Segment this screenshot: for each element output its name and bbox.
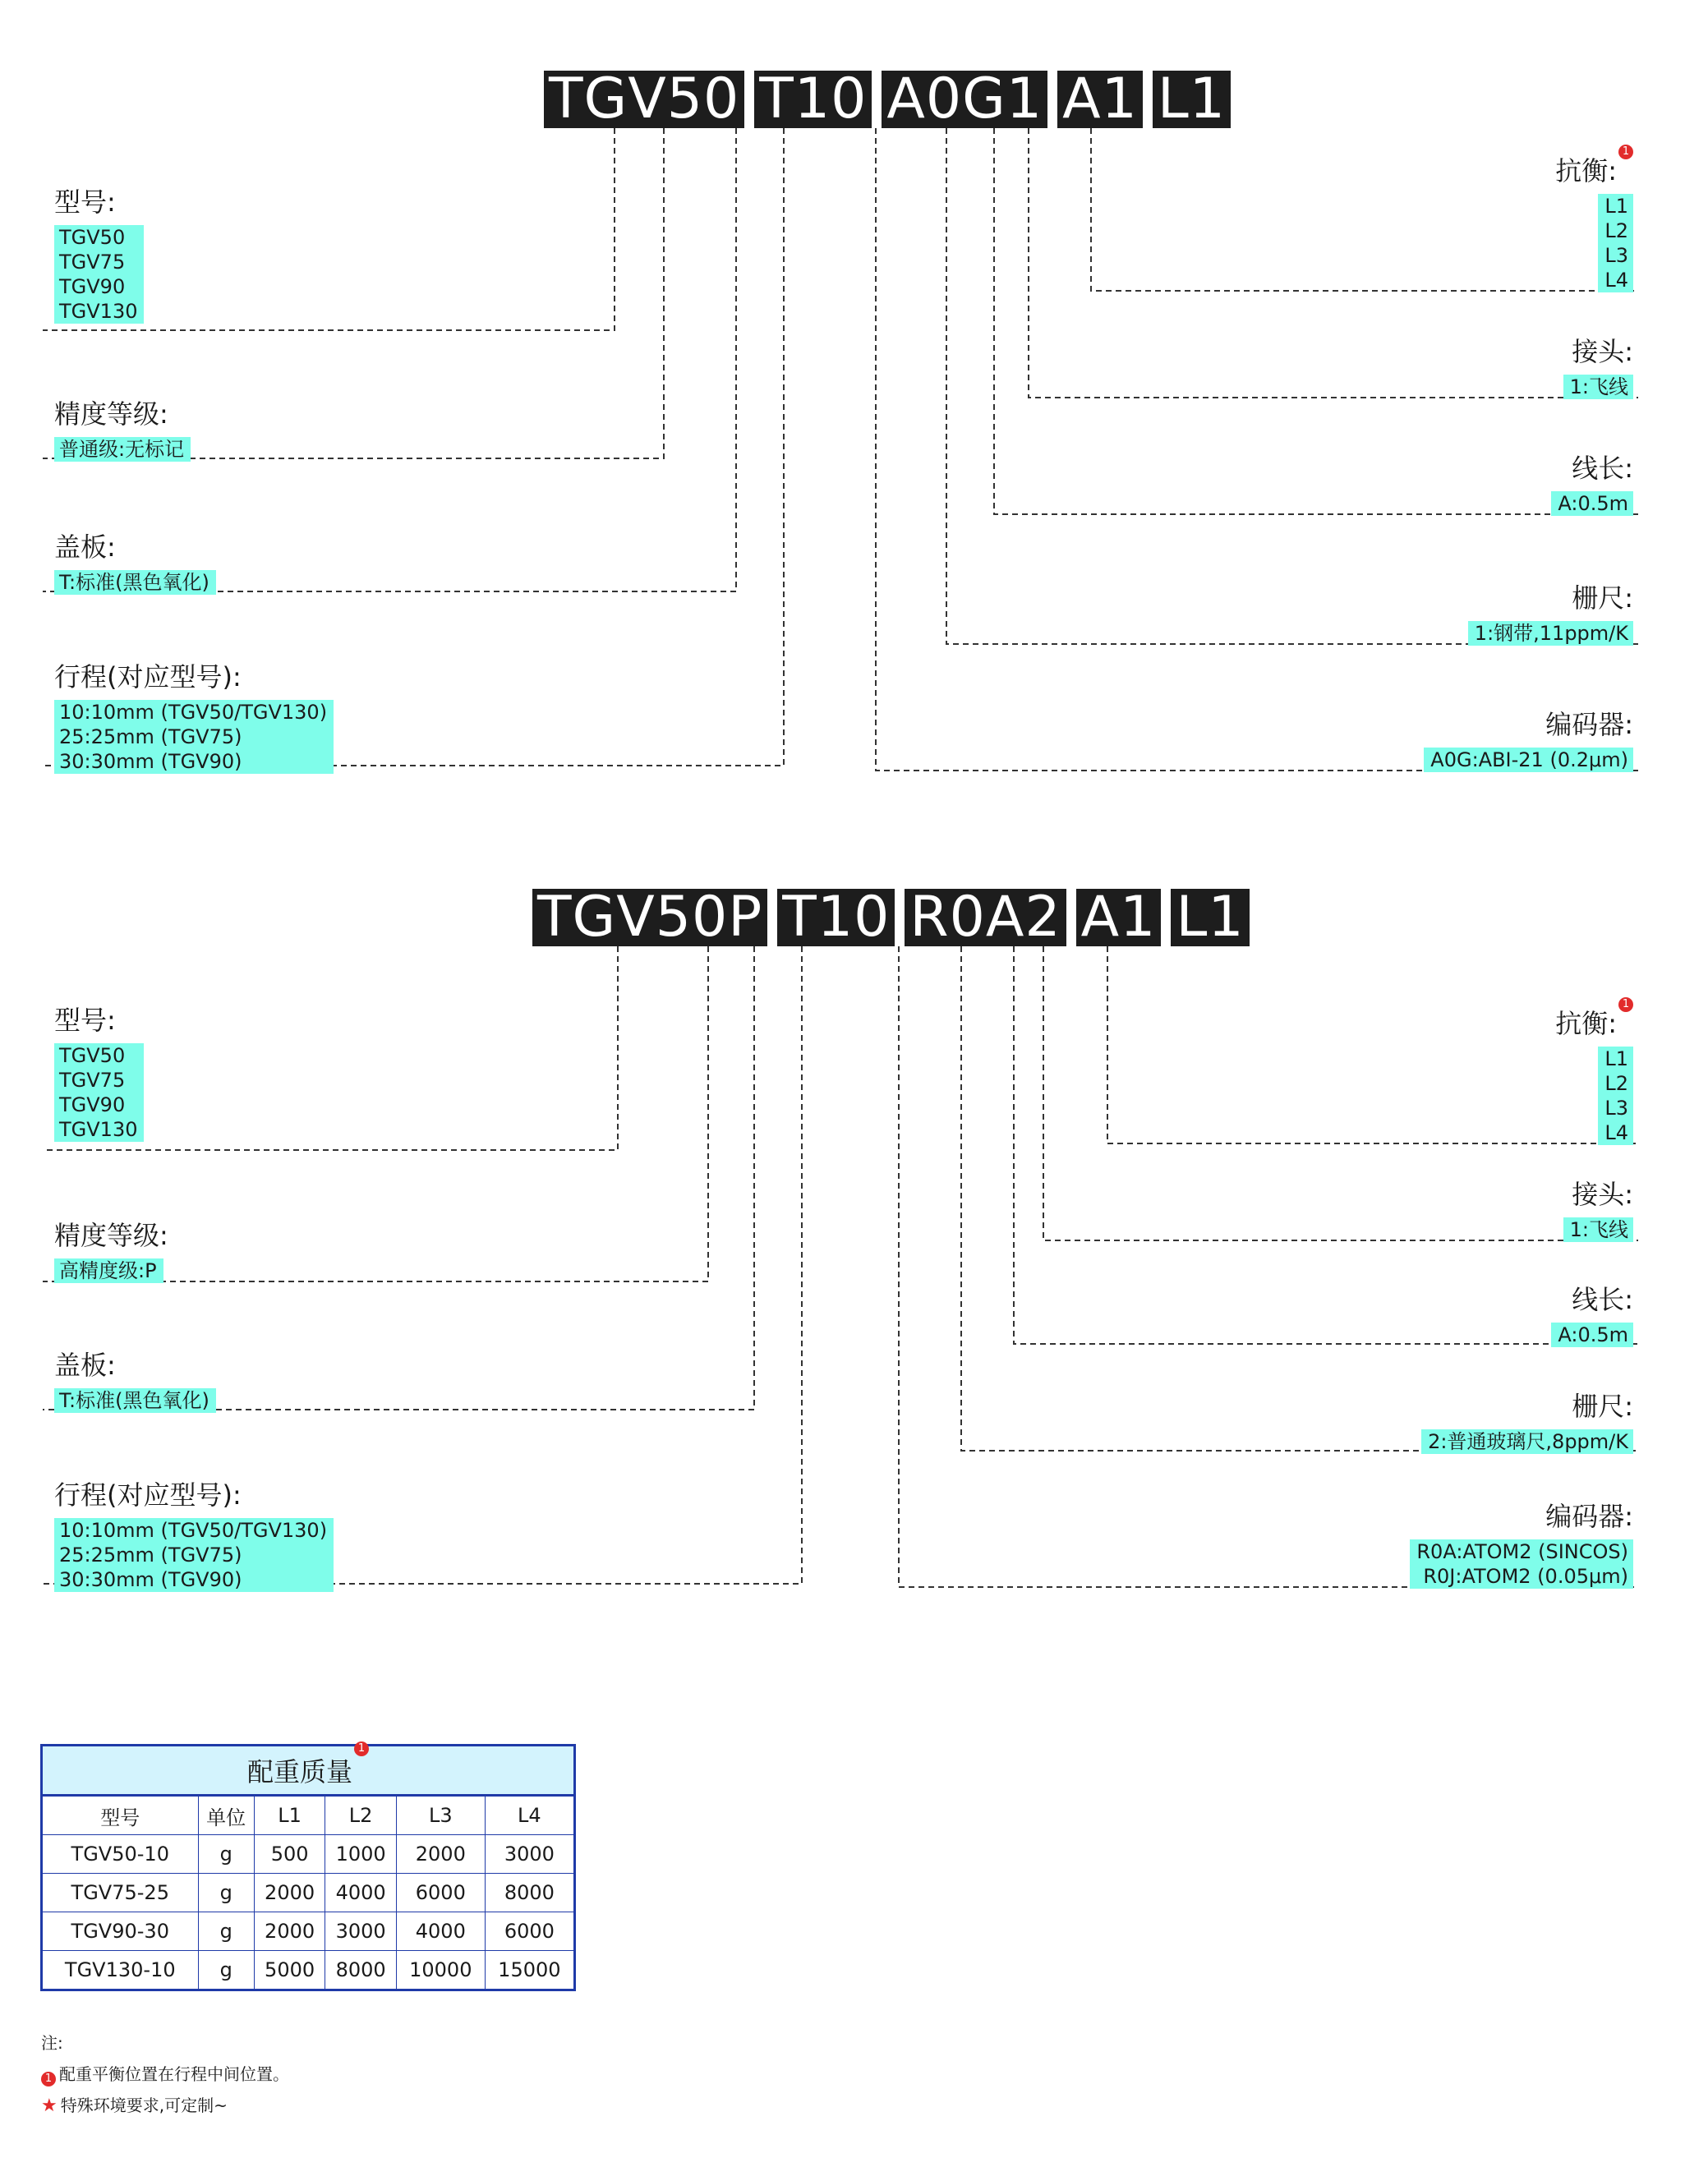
code2-segment-model: TGV50P: [532, 889, 767, 946]
d2-stroke-options: [54, 1518, 334, 1592]
d2-cable-length-options: [1551, 1323, 1633, 1347]
table-cell: 5000: [254, 1951, 325, 1990]
code2-segment-encoder-scale: R0A2: [905, 889, 1066, 946]
d1-encoder-options: [1424, 748, 1633, 772]
d2-cable-length-block: [1551, 1283, 1633, 1347]
d2-counterbalance-options: [1598, 1047, 1633, 1145]
d1-counterbalance-option: L3: [1604, 244, 1628, 267]
d1-counterbalance-title: 抗衡:: [1555, 155, 1617, 186]
d2-model-option: TGV130: [59, 1118, 138, 1141]
d1-precision-block: [54, 398, 191, 462]
table-cell: TGV50-10: [42, 1835, 199, 1874]
table-cell: g: [198, 1912, 254, 1951]
d2-counterbalance-option: L1: [1604, 1047, 1628, 1070]
d1-precision-options: [54, 437, 191, 462]
table-header-cell: L2: [325, 1796, 397, 1835]
d2-encoder-option: R0J:ATOM2 (0.05μm): [1423, 1565, 1628, 1588]
table-cell: g: [198, 1835, 254, 1874]
code1-segment-model: TGV50: [544, 71, 744, 128]
d1-model-option: TGV50: [59, 226, 126, 249]
d1-connector-title: 接头:: [1572, 336, 1633, 367]
d1-scale-option: 1:钢带,11ppm/K: [1474, 622, 1628, 645]
d1-scale-block: [1468, 582, 1633, 646]
d2-model-option: TGV90: [59, 1093, 126, 1116]
code2-segment-cover-stroke: T10: [777, 889, 895, 946]
notes-heading: 注:: [41, 2033, 63, 2053]
d1-model-block: [54, 186, 144, 324]
d1-stroke-option: 25:25mm (TGV75): [59, 725, 242, 748]
table-cell: 2000: [396, 1835, 485, 1874]
d1-model-option: TGV130: [59, 300, 138, 323]
code1-segment-counterbalance: L1: [1153, 71, 1231, 128]
d2-model-title: 型号:: [54, 1005, 116, 1036]
d1-model-title: 型号:: [54, 186, 116, 218]
d2-precision-block: [54, 1219, 168, 1283]
d2-cover-options: [54, 1388, 216, 1413]
d1-counterbalance-options: [1598, 194, 1633, 292]
table-cell: TGV75-25: [42, 1874, 199, 1912]
d1-stroke-option: 30:30mm (TGV90): [59, 750, 242, 773]
note-1-badge-icon: 1: [354, 1741, 369, 1756]
table-caption: [42, 1742, 575, 1796]
table-header-cell: 单位: [198, 1796, 254, 1835]
table-row: [42, 1835, 575, 1874]
d1-cable-length-options: [1551, 491, 1633, 516]
table-header-cell: L1: [254, 1796, 325, 1835]
d1-encoder-block: [1424, 708, 1633, 772]
table-cell: 500: [254, 1835, 325, 1874]
d2-connector-option: 1:飞线: [1569, 1218, 1628, 1241]
d2-encoder-option: R0A:ATOM2 (SINCOS): [1416, 1540, 1628, 1563]
table-cell: 6000: [396, 1874, 485, 1912]
d1-stroke-title: 行程(对应型号):: [54, 661, 242, 692]
d2-cover-title: 盖板:: [54, 1350, 116, 1381]
d1-model-option: TGV90: [59, 275, 126, 298]
table-cell: g: [198, 1874, 254, 1912]
note-1-badge-icon: 1: [1618, 145, 1633, 159]
d1-cable-length-option: A:0.5m: [1558, 492, 1628, 515]
d1-cable-length-block: [1551, 452, 1633, 516]
order-code-2: [532, 885, 1250, 950]
d2-precision-option: 高精度级:P: [59, 1259, 157, 1282]
d2-counterbalance-option: L4: [1604, 1121, 1628, 1144]
order-code-1: [544, 67, 1231, 131]
notes: [41, 2027, 289, 2122]
d1-cover-block: [54, 531, 216, 595]
d1-model-option: TGV75: [59, 251, 126, 274]
table-row: [42, 1874, 575, 1912]
d1-counterbalance-option: L1: [1604, 195, 1628, 218]
d2-cable-length-title: 线长:: [1572, 1284, 1633, 1315]
d2-scale-title: 栅尺:: [1572, 1391, 1633, 1422]
d1-connector-option: 1:飞线: [1569, 375, 1628, 398]
d1-stroke-block: [54, 660, 334, 774]
note-2-text: 特殊环境要求,可定制~: [60, 2096, 228, 2115]
d1-cover-options: [54, 570, 216, 595]
code1-segment-encoder-scale: A0G1: [882, 71, 1047, 128]
d2-encoder-block: [1410, 1500, 1633, 1589]
table-cell: 6000: [485, 1912, 574, 1951]
table-row: [42, 1951, 575, 1990]
code1-segment-cover-stroke: T10: [754, 71, 872, 128]
d2-precision-title: 精度等级:: [54, 1220, 168, 1251]
d2-counterbalance-option: L2: [1604, 1072, 1628, 1095]
d2-scale-block: [1421, 1390, 1633, 1454]
d1-counterbalance-option: L2: [1604, 219, 1628, 242]
table-cell: g: [198, 1951, 254, 1990]
d1-model-options: [54, 225, 144, 324]
d1-precision-title: 精度等级:: [54, 398, 168, 430]
d1-precision-option: 普通级:无标记: [59, 438, 185, 461]
table-cell: TGV90-30: [42, 1912, 199, 1951]
table-header-cell: 型号: [42, 1796, 199, 1835]
d2-cover-option: T:标准(黑色氧化): [59, 1389, 209, 1412]
d2-counterbalance-block: [1555, 998, 1633, 1145]
star-icon: ★: [41, 2096, 58, 2116]
d1-cable-length-title: 线长:: [1572, 453, 1633, 484]
table-cell: 3000: [485, 1835, 574, 1874]
note-1-badge-icon: 1: [1618, 997, 1633, 1012]
table-cell: 2000: [254, 1874, 325, 1912]
d2-scale-option: 2:普通玻璃尺,8ppm/K: [1428, 1430, 1628, 1453]
table-cell: 8000: [325, 1951, 397, 1990]
d2-cover-block: [54, 1349, 216, 1413]
table-header-row: [42, 1796, 575, 1835]
table-cell: 3000: [325, 1912, 397, 1951]
d2-model-options: [54, 1043, 144, 1142]
note-1-text: 配重平衡位置在行程中间位置。: [59, 2064, 289, 2084]
d2-scale-options: [1421, 1429, 1633, 1454]
d1-connector-options: [1563, 375, 1633, 399]
table-cell: TGV130-10: [42, 1951, 199, 1990]
code2-segment-cable: A1: [1076, 889, 1162, 946]
d1-cover-option: T:标准(黑色氧化): [59, 571, 209, 594]
table-cell: 10000: [396, 1951, 485, 1990]
table-cell: 8000: [485, 1874, 574, 1912]
d1-encoder-option: A0G:ABI-21 (0.2μm): [1430, 748, 1628, 771]
d2-encoder-title: 编码器:: [1545, 1501, 1633, 1532]
table-cell: 4000: [396, 1912, 485, 1951]
d1-scale-title: 栅尺:: [1572, 582, 1633, 614]
d2-encoder-options: [1410, 1539, 1633, 1589]
note-2: [41, 2090, 289, 2122]
counterweight-table: [40, 1744, 576, 1991]
d2-model-block: [54, 1004, 144, 1142]
d2-connector-block: [1563, 1178, 1633, 1242]
note-1-badge-icon: 1: [41, 2072, 56, 2086]
table-header-cell: L4: [485, 1796, 574, 1835]
d2-stroke-option: 10:10mm (TGV50/TGV130): [59, 1519, 328, 1542]
table-caption-text: 配重质量: [246, 1756, 352, 1787]
d2-counterbalance-option: L3: [1604, 1097, 1628, 1120]
table-row: [42, 1912, 575, 1951]
d2-counterbalance-title: 抗衡:: [1555, 1008, 1617, 1039]
d2-model-option: TGV75: [59, 1069, 126, 1092]
d1-stroke-options: [54, 700, 334, 774]
d2-stroke-title: 行程(对应型号):: [54, 1479, 242, 1511]
d1-counterbalance-option: L4: [1604, 269, 1628, 292]
table-cell: 2000: [254, 1912, 325, 1951]
table-cell: 1000: [325, 1835, 397, 1874]
d1-encoder-title: 编码器:: [1545, 709, 1633, 740]
d2-stroke-block: [54, 1479, 334, 1592]
d2-stroke-option: 25:25mm (TGV75): [59, 1544, 242, 1567]
table-cell: 15000: [485, 1951, 574, 1990]
table-cell: 4000: [325, 1874, 397, 1912]
d2-stroke-option: 30:30mm (TGV90): [59, 1568, 242, 1591]
note-1: [41, 2059, 289, 2090]
d2-connector-title: 接头:: [1572, 1179, 1633, 1210]
code1-segment-cable: A1: [1057, 71, 1143, 128]
d2-cable-length-option: A:0.5m: [1558, 1323, 1628, 1346]
d1-counterbalance-block: [1555, 145, 1633, 292]
d1-cover-title: 盖板:: [54, 531, 116, 563]
d2-model-option: TGV50: [59, 1044, 126, 1067]
code2-segment-counterbalance: L1: [1171, 889, 1249, 946]
table-header-cell: L3: [396, 1796, 485, 1835]
d1-stroke-option: 10:10mm (TGV50/TGV130): [59, 701, 328, 724]
d2-precision-options: [54, 1258, 163, 1283]
d2-connector-options: [1563, 1217, 1633, 1242]
d1-connector-block: [1563, 335, 1633, 399]
d1-scale-options: [1468, 621, 1633, 646]
